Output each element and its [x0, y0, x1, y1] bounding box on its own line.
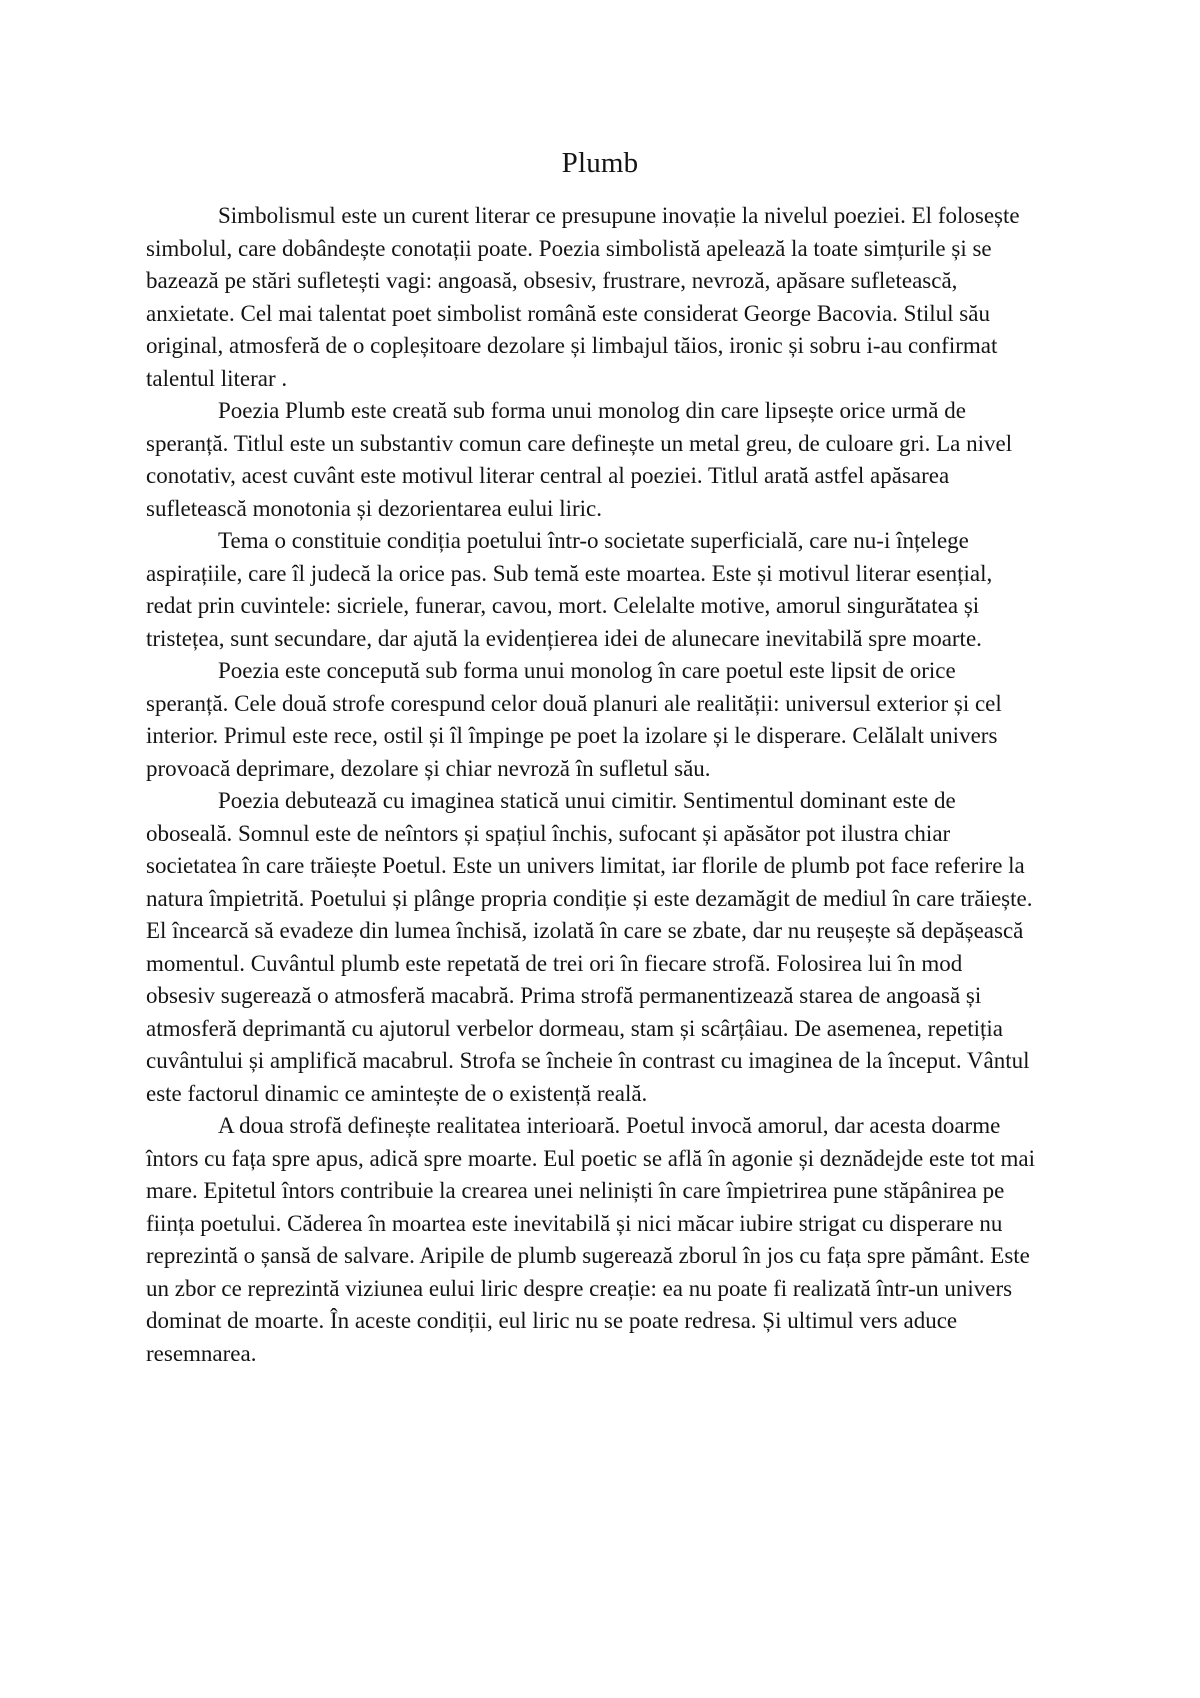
- page-title: Plumb: [561, 147, 639, 179]
- paragraph-structure: Poezia este concepută sub forma unui monolog în care poetul este lipsit de orice speranță. Cele două strofe corespund celor două planuri ale realității: universul exterior și cel interior. Primul este rece, ostil și îl împinge pe poet la izolare și le disperare. Celălalt univers provoacă deprimare, dezolare și chiar nevroză în sufletul său.: [146, 658, 1002, 781]
- paragraph-intro-simbolism: Simbolismul este un curent literar ce presupune inovație la nivelul poeziei. El folosește simbolul, care dobândește conotații poate. Poezia simbolistă apelează la toate simțurile și se bazează pe stări sufletești vagi: angoasă, obsesiv, frustrare, nevroză, apăsare sufletească, anxietate. Cel mai talentat poet simbolist română este considerat George Bacovia. Stilul său original, atmosferă de o copleșitoare dezolare și limbajul tăios, ironic și sobru i-au confirmat talentul literar .: [146, 203, 1020, 391]
- paragraph-first-strophe: Poezia debutează cu imaginea statică unui cimitir. Sentimentul dominant este de oboseală. Somnul este de neîntors și spațiul închis, sufocant și apăsător pot ilustra chiar societatea în care trăiește Poetul. Este un univers limitat, iar florile de plumb pot face referire la natura împietrită. Poetului și plânge propria condiție și este dezamăgit de mediul în care trăiește. El încearcă să evadeze din lumea închisă, izolată în care se zbate, dar nu reușește să depășească momentul. Cuvântul plumb este repetată de trei ori în fiecare strofă. Folosirea lui în mod obsesiv sugerează o atmosferă macabră. Prima strofă permanentizează starea de angoasă și atmosferă deprimantă cu ajutorul verbelor dormeau, stam și scârțâiau. De asemenea, repetiția cuvântului și amplifică macabrul. Strofa se încheie în contrast cu imaginea de la început. Vântul este factorul dinamic ce amintește de o existență reală.: [146, 788, 1033, 1106]
- paragraph-second-strophe: A doua strofă definește realitatea interioară. Poetul invocă amorul, dar acesta doarme întors cu fața spre apus, adică spre moarte. Eul poetic se află în agonie și deznădejde este tot mai mare. Epitetul întors contribuie la crearea unei neliniști în care împietrirea pune stăpânirea pe ființa poetului. Căderea în moartea este inevitabilă și nici măcar iubire strigat cu disperare nu reprezintă o șansă de salvare. Aripile de plumb sugerează zborul în jos cu fața spre pământ. Este un zbor ce reprezintă viziunea eului liric despre creație: ea nu poate fi realizată într-un univers dominat de moarte. În aceste condiții, eul liric nu se poate redresa. Și ultimul vers aduce resemnarea.: [146, 1113, 1035, 1366]
- paragraph-title-meaning: Poezia Plumb este creată sub forma unui monolog din care lipsește orice urmă de speranță. Titlul este un substantiv comun care definește un metal greu, de culoare gri. La nivel conotativ, acest cuvânt este motivul literar central al poeziei. Titlul arată astfel apăsarea sufletească monotonia și dezorientarea eului liric.: [146, 398, 1013, 521]
- document-body: [146, 200, 1036, 1370]
- paragraph-theme: Tema o constituie condiția poetului într-o societate superficială, care nu-i înțelege aspirațiile, care îl judecă la orice pas. Sub temă este moartea. Este și motivul literar esențial, redat prin cuvintele: sicriele, funerar, cavou, mort. Celelalte motive, amorul singurătatea și tristețea, sunt secundare, dar ajută la evidențierea idei de alunecare inevitabilă spre moarte.: [146, 528, 993, 651]
